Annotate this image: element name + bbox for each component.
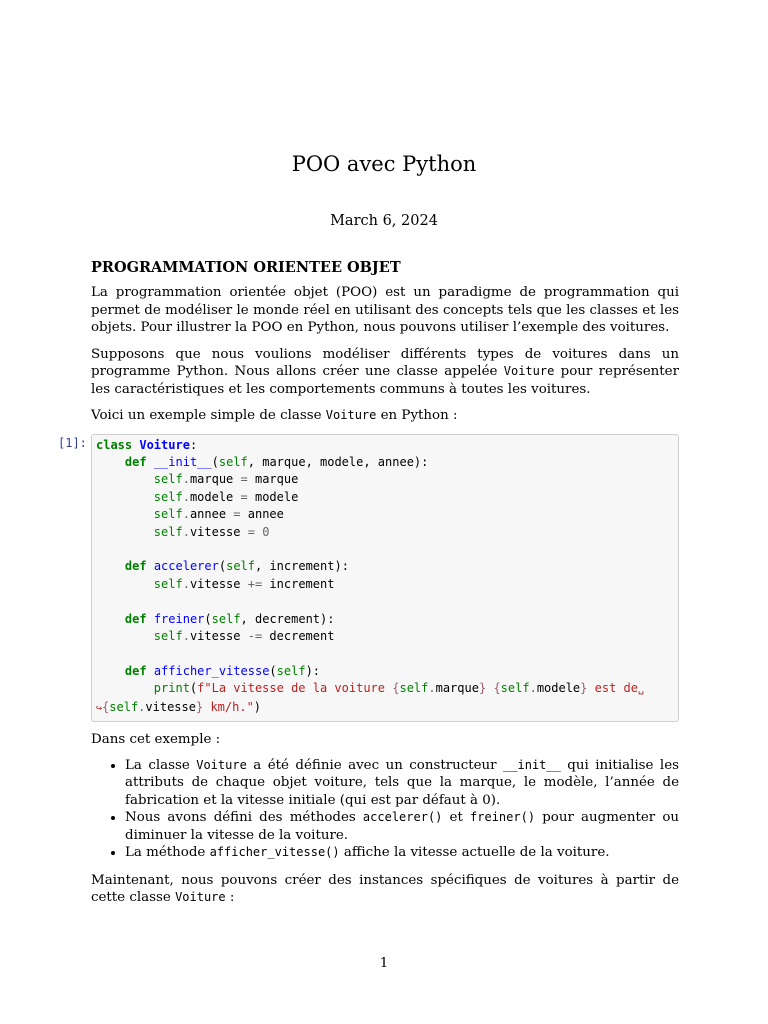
- inline-code: Voiture: [196, 757, 247, 772]
- document-body: [58, 258, 679, 907]
- paragraph-after-code: Dans cet exemple :: [91, 732, 221, 747]
- inline-code: freiner(): [470, 810, 536, 824]
- cell-prompt: [1]:: [58, 435, 87, 450]
- list-item: • La méthode afficher_vitesse() affiche la vitesse actuelle de la voiture.: [125, 844, 679, 862]
- inline-code: Voiture: [503, 364, 555, 378]
- document-title: POO avec Python: [291, 152, 477, 176]
- list-item: • Nous avons défini des méthodes accelerer() et freiner() pour augmenter ou diminuer la vitesse de la voiture.: [125, 809, 679, 844]
- document-date: March 6, 2024: [330, 213, 438, 229]
- paragraph-example-intro: [91, 407, 679, 425]
- inline-code: afficher_vitesse(): [209, 845, 340, 859]
- section-heading: PROGRAMMATION ORIENTEE OBJET: [91, 259, 401, 276]
- inline-code: Voiture: [175, 890, 226, 904]
- paragraph-final: Maintenant, nous pouvons créer des instances spécifiques de voitures à partir de cette classe Voiture :: [91, 872, 679, 905]
- bullet-list: [91, 757, 679, 862]
- text-span: Supposons que nous voulions modéliser différents types de voitures dans un programme Python. Nous allons créer une classe appelée: [91, 346, 679, 379]
- code-cell: [58, 434, 679, 723]
- code-text: class Voiture: def __init__(self, marque, modele, annee): self.marque = marque self.modele = modele self.annee = annee self.vitesse = 0 def accelerer(self, increment): self.vitesse += increment def freiner(self, decrement): self.vitesse -= decrement def afficher_vitesse(self): print(f"La vitesse de la voiture {self.marque} {self.modele} est de␣ ↪{self.vitesse} km/h."): [96, 437, 645, 714]
- list-item: • La classe Voiture a été définie avec un constructeur __init__ qui initialise les attributs de chaque objet voiture, tels que la marque, le modèle, l’année de fabrication et la vitesse initiale (qui est par défaut à 0).: [125, 757, 679, 810]
- inline-code: accelerer(): [362, 810, 443, 824]
- paragraph-voiture-class: [91, 346, 679, 399]
- text-span: en Python :: [376, 408, 458, 423]
- page-number: 1: [379, 956, 389, 971]
- code-block[interactable]: [91, 434, 679, 723]
- text-span: Voici un exemple simple de classe: [91, 408, 326, 423]
- paragraph-intro: La programmation orientée objet (POO) est un paradigme de programmation qui permet de modéliser le monde réel en utilisant des concepts tels que les classes et les objets. Pour illustrer la POO en Python, nous pouvons utiliser l’exemple des voitures.: [91, 285, 679, 335]
- inline-code: Voiture: [325, 408, 377, 422]
- inline-code: __init__: [503, 757, 561, 772]
- text-span: pour représenter les caractéristiques et les comportements communs à toutes les voitures.: [91, 364, 679, 397]
